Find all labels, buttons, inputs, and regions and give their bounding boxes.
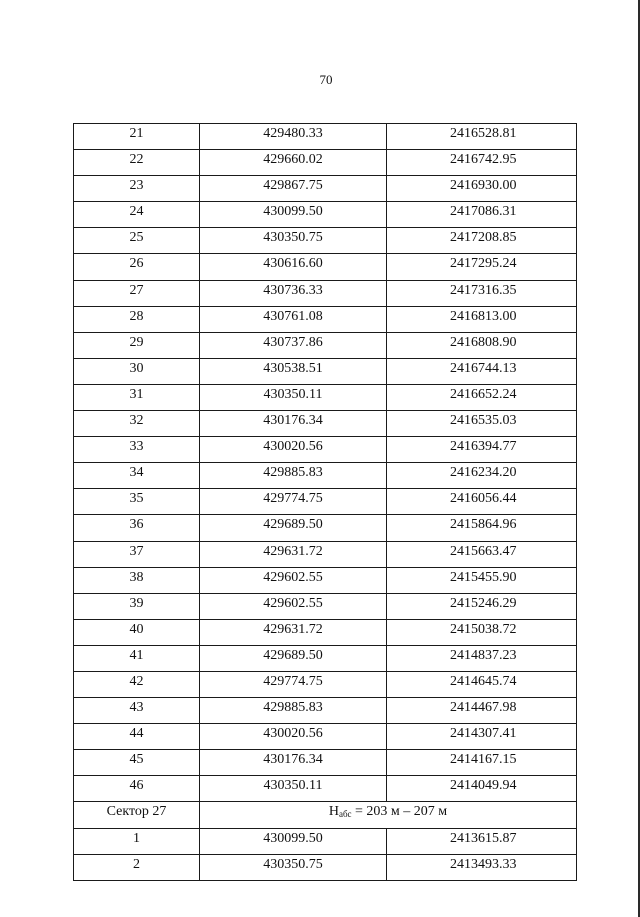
y-coordinate-cell: 2416056.44 [387,489,577,515]
table-row [74,619,577,645]
table-row [74,671,577,697]
x-coordinate-cell: 429660.02 [200,150,387,176]
table-row [74,828,577,854]
x-coordinate-cell: 430099.50 [200,828,387,854]
x-coordinate-cell: 429689.50 [200,645,387,671]
point-number-cell: 37 [74,541,200,567]
table-row [74,724,577,750]
point-number-cell: 31 [74,384,200,410]
table-row [74,384,577,410]
x-coordinate-cell: 430350.75 [200,854,387,880]
y-coordinate-cell: 2414167.15 [387,750,577,776]
y-coordinate-cell: 2416813.00 [387,306,577,332]
table-row [74,280,577,306]
x-coordinate-cell: 430176.34 [200,411,387,437]
table-row [74,437,577,463]
point-number-cell: 2 [74,854,200,880]
point-number-cell: 41 [74,645,200,671]
table-row [74,254,577,280]
point-number-cell: 36 [74,515,200,541]
point-number-cell: 35 [74,489,200,515]
point-number-cell: 46 [74,776,200,802]
x-coordinate-cell: 429867.75 [200,176,387,202]
table-row [74,150,577,176]
y-coordinate-cell: 2415663.47 [387,541,577,567]
x-coordinate-cell: 430736.33 [200,280,387,306]
point-number-cell: 30 [74,358,200,384]
height-symbol: H [328,804,339,820]
table-row [74,489,577,515]
point-number-cell: 44 [74,724,200,750]
x-coordinate-cell: 429602.55 [200,567,387,593]
table-row [74,332,577,358]
page-number: 70 [319,72,333,87]
point-number-cell: 43 [74,698,200,724]
table-row [74,776,577,802]
table-row [74,698,577,724]
table-row [74,411,577,437]
y-coordinate-cell: 2416652.24 [387,384,577,410]
y-coordinate-cell: 2416234.20 [387,463,577,489]
point-number-cell: 29 [74,332,200,358]
table-row [74,358,577,384]
table-row [74,202,577,228]
table-row [74,645,577,671]
y-coordinate-cell: 2416742.95 [387,150,577,176]
y-coordinate-cell: 2416744.13 [387,358,577,384]
table-row [74,306,577,332]
table-row [74,176,577,202]
x-coordinate-cell: 430020.56 [200,437,387,463]
y-coordinate-cell: 2415864.96 [387,515,577,541]
y-coordinate-cell: 2415038.72 [387,619,577,645]
y-coordinate-cell: 2416528.81 [387,124,577,150]
point-number-cell: 42 [74,671,200,697]
point-number-cell: 32 [74,411,200,437]
height-range-text: = 203 м – 207 м [351,804,448,820]
table-row [74,515,577,541]
x-coordinate-cell: 429631.72 [200,541,387,567]
x-coordinate-cell: 429631.72 [200,619,387,645]
x-coordinate-cell: 430737.86 [200,332,387,358]
x-coordinate-cell: 430020.56 [200,724,387,750]
point-number-cell: 40 [74,619,200,645]
y-coordinate-cell: 2413615.87 [387,828,577,854]
point-number-cell: 38 [74,567,200,593]
sector-height-range [200,802,577,828]
x-coordinate-cell: 430761.08 [200,306,387,332]
point-number-cell: 25 [74,228,200,254]
table-row [74,228,577,254]
table-row [74,567,577,593]
y-coordinate-cell: 2417208.85 [387,228,577,254]
sector-label: Сектор 27 [74,802,200,828]
table-row [74,593,577,619]
x-coordinate-cell: 430350.11 [200,384,387,410]
x-coordinate-cell: 429602.55 [200,593,387,619]
table-row [74,124,577,150]
table-row [74,541,577,567]
y-coordinate-cell: 2417316.35 [387,280,577,306]
x-coordinate-cell: 429480.33 [200,124,387,150]
y-coordinate-cell: 2416808.90 [387,332,577,358]
sector-header-row [74,802,577,828]
table-row [74,854,577,880]
y-coordinate-cell: 2415246.29 [387,593,577,619]
y-coordinate-cell: 2416930.00 [387,176,577,202]
point-number-cell: 24 [74,202,200,228]
point-number-cell: 22 [74,150,200,176]
point-number-cell: 34 [74,463,200,489]
point-number-cell: 23 [74,176,200,202]
point-number-cell: 28 [74,306,200,332]
x-coordinate-cell: 430538.51 [200,358,387,384]
y-coordinate-cell: 2414645.74 [387,671,577,697]
table-row [74,750,577,776]
point-number-cell: 1 [74,828,200,854]
height-subscript: абс [338,809,352,820]
x-coordinate-cell: 429885.83 [200,463,387,489]
point-number-cell: 21 [74,124,200,150]
x-coordinate-cell: 429774.75 [200,489,387,515]
x-coordinate-cell: 430616.60 [200,254,387,280]
point-number-cell: 27 [74,280,200,306]
x-coordinate-cell: 429885.83 [200,698,387,724]
coordinates-table-body [74,124,577,881]
point-number-cell: 33 [74,437,200,463]
point-number-cell: 39 [74,593,200,619]
x-coordinate-cell: 430176.34 [200,750,387,776]
y-coordinate-cell: 2414049.94 [387,776,577,802]
y-coordinate-cell: 2414837.23 [387,645,577,671]
x-coordinate-cell: 429689.50 [200,515,387,541]
x-coordinate-cell: 429774.75 [200,671,387,697]
coordinates-table [73,123,577,881]
y-coordinate-cell: 2415455.90 [387,567,577,593]
y-coordinate-cell: 2417086.31 [387,202,577,228]
y-coordinate-cell: 2416394.77 [387,437,577,463]
x-coordinate-cell: 430350.75 [200,228,387,254]
y-coordinate-cell: 2414307.41 [387,724,577,750]
x-coordinate-cell: 430099.50 [200,202,387,228]
y-coordinate-cell: 2414467.98 [387,698,577,724]
point-number-cell: 26 [74,254,200,280]
y-coordinate-cell: 2417295.24 [387,254,577,280]
point-number-cell: 45 [74,750,200,776]
y-coordinate-cell: 2413493.33 [387,854,577,880]
table-row [74,463,577,489]
x-coordinate-cell: 430350.11 [200,776,387,802]
y-coordinate-cell: 2416535.03 [387,411,577,437]
